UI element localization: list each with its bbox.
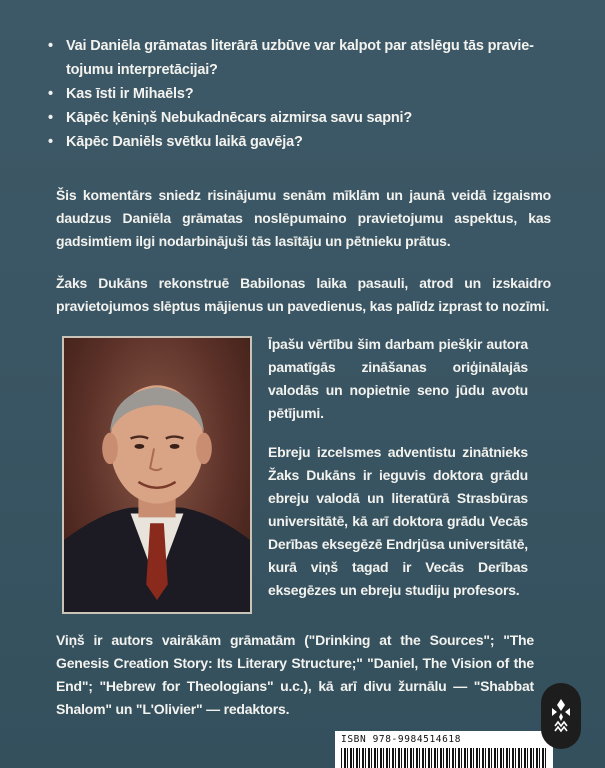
- reconstruction-paragraph: Žaks Dukāns rekonstruē Babilonas laika pasauli, atrod un izskaidro pravietojumos slēptus mājienus un pavedienus, kas palīdz izprast to nozīmi.: [56, 275, 551, 314]
- publisher-emblem-icon: [548, 696, 574, 736]
- question-text: Vai Daniēla grāmatas literārā uzbūve var kalpot par atslēgu tās pravie-tojumu interpretācijai?: [66, 38, 534, 78]
- author-bio-paragraph: Ebreju izcelsmes adventistu zinātnieks Žaks Dukāns ir ieguvis doktora grādu ebreju valodā un literatūrā Strasbūras universitātē, kā arī doktora grādu Vecās Derības eksegēzē Endrjūsa universitātē, kurā viņš tagad ir Vecās Derības eksegēzes un ebreju studiju profesors.: [268, 444, 528, 598]
- question-text: Kas īsti ir Mihaēls?: [66, 86, 194, 102]
- list-item: [44, 82, 544, 106]
- author-portrait-image: [64, 338, 250, 612]
- intro-paragraph: Šis komentārs sniedz risinājumu senām mīklām un jaunā veidā izgaismo daudzus Daniēla grāmatas noslēpumaino pravietojumu aspektus, kas gadsimtiem ilgi nodarbinājuši tās lasītāju un pētnieku prātus.: [56, 187, 551, 249]
- bullet-dot-icon: •: [48, 134, 53, 150]
- bullet-dot-icon: •: [48, 38, 53, 54]
- barcode-icon: [335, 731, 553, 768]
- list-item: [44, 130, 544, 154]
- bullet-dot-icon: •: [48, 86, 53, 102]
- list-item: [44, 106, 544, 130]
- list-item: [44, 34, 544, 82]
- barcode-bars: [341, 748, 547, 768]
- question-text: Kāpēc ķēniņš Nebukadnēcars aizmirsa savu sapni?: [66, 110, 413, 126]
- publisher-logo-icon: [541, 683, 581, 749]
- author-photo: [62, 336, 252, 614]
- isbn-number: ISBN 978-9984514618: [341, 734, 462, 745]
- question-text: Kāpēc Daniēls svētku laikā gavēja?: [66, 134, 303, 150]
- value-paragraph: Īpašu vērtību šim darbam piešķir autora pamatīgās zināšanas oriģinālajās valodās un nopietnie seno jūdu avotu pētījumi.: [268, 336, 528, 421]
- bullet-dot-icon: •: [48, 110, 53, 126]
- author-works-paragraph: Viņš ir autors vairākām grāmatām ("Drinking at the Sources"; "The Genesis Creation Story: Its Literary Structure;" "Daniel, The Vision of the End"; "Hebrew for Theologians" u.c.), kā arī divu žurnālu — "Shabbat Shalom" un "L'Olivier" — redaktors.: [56, 632, 534, 717]
- question-list: [44, 34, 544, 154]
